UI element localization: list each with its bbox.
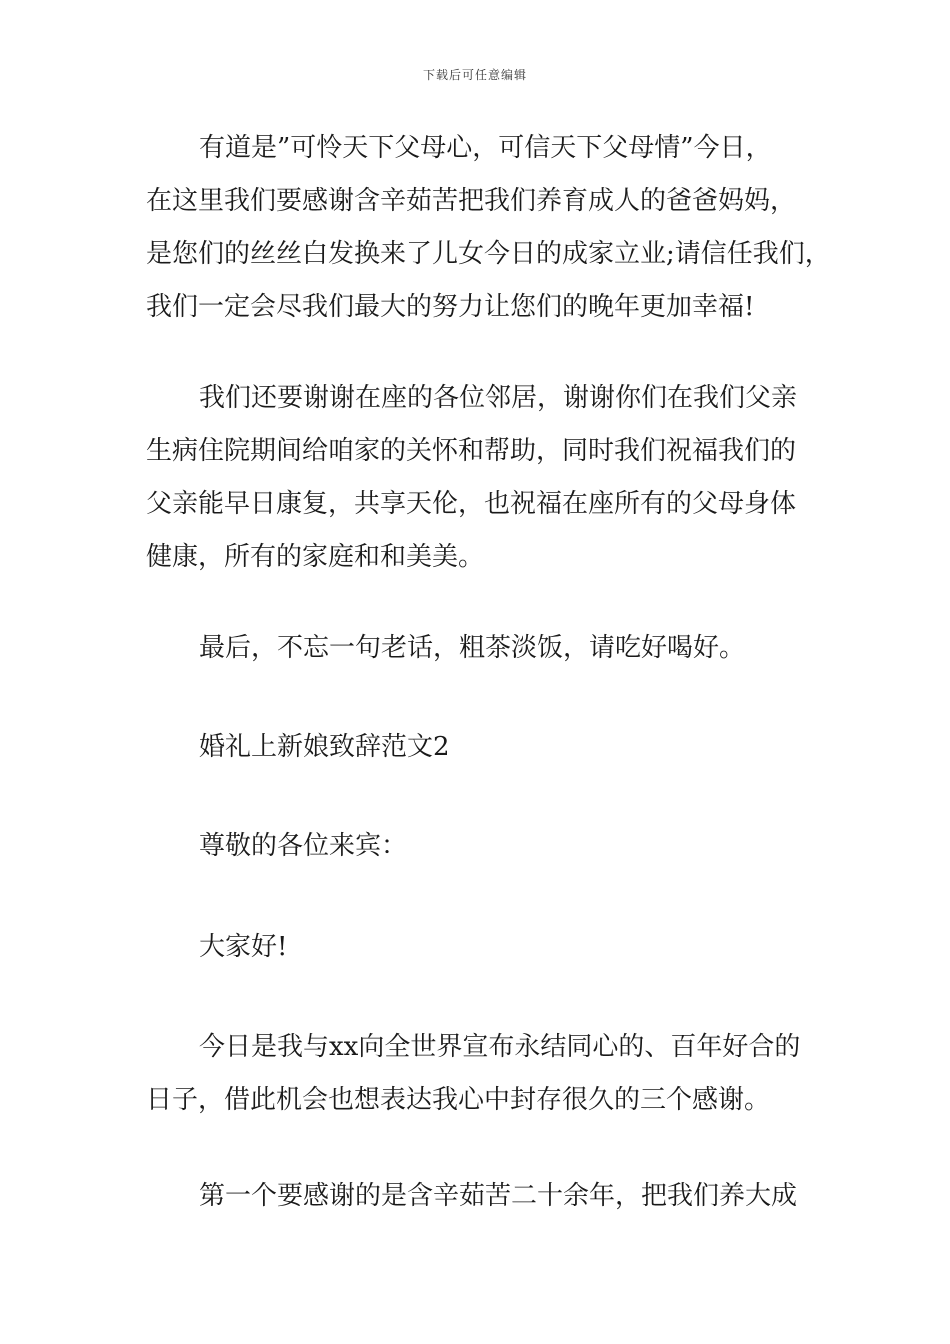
- greeting-salutation: [146, 820, 826, 873]
- paragraph-line: 大家好!: [199, 932, 288, 962]
- section-title: 婚礼上新娘致辞范文2: [199, 732, 450, 762]
- paragraph-line: 第一个要感谢的是含辛茹苦二十余年，把我们养大成: [199, 1181, 798, 1211]
- paragraph-line: 是您们的丝丝白发换来了儿女今日的成家立业;请信任我们，: [146, 239, 831, 269]
- paragraph-closing: [146, 622, 826, 675]
- paragraph-line: 尊敬的各位来宾：: [199, 831, 408, 861]
- paragraph-line: 我们还要谢谢在座的各位邻居，谢谢你们在我们父亲: [199, 383, 798, 413]
- paragraph-line: 日子，借此机会也想表达我心中封存很久的三个感谢。: [146, 1085, 771, 1115]
- greeting-hello: [146, 921, 826, 974]
- paragraph-line: 健康，所有的家庭和和美美。: [146, 542, 485, 572]
- paragraph-line: 最后，不忘一句老话，粗茶淡饭，请吃好喝好。: [199, 633, 746, 663]
- paragraph-line: 有道是”可怜天下父母心，可信天下父母情”今日，: [199, 133, 772, 163]
- paragraph-wedding-day: [146, 1021, 826, 1127]
- paragraph-line: 我们一定会尽我们最大的努力让您们的晚年更加幸福!: [146, 292, 755, 322]
- paragraph-line: 在这里我们要感谢含辛茹苦把我们养育成人的爸爸妈妈，: [146, 186, 797, 216]
- page-header-note: 下载后可任意编辑: [422, 68, 527, 82]
- paragraph-neighbors-thanks: [146, 372, 826, 584]
- paragraph-first-thanks: [146, 1170, 826, 1223]
- paragraph-line: 生病住院期间给咱家的关怀和帮助，同时我们祝福我们的: [146, 436, 797, 466]
- paragraph-line: 父亲能早日康复，共享天伦，也祝福在座所有的父母身体: [146, 489, 797, 519]
- paragraph-line: 今日是我与xx向全世界宣布永结同心的、百年好合的: [199, 1032, 801, 1062]
- paragraph-parents-thanks: [146, 122, 831, 334]
- section-heading: [146, 721, 826, 774]
